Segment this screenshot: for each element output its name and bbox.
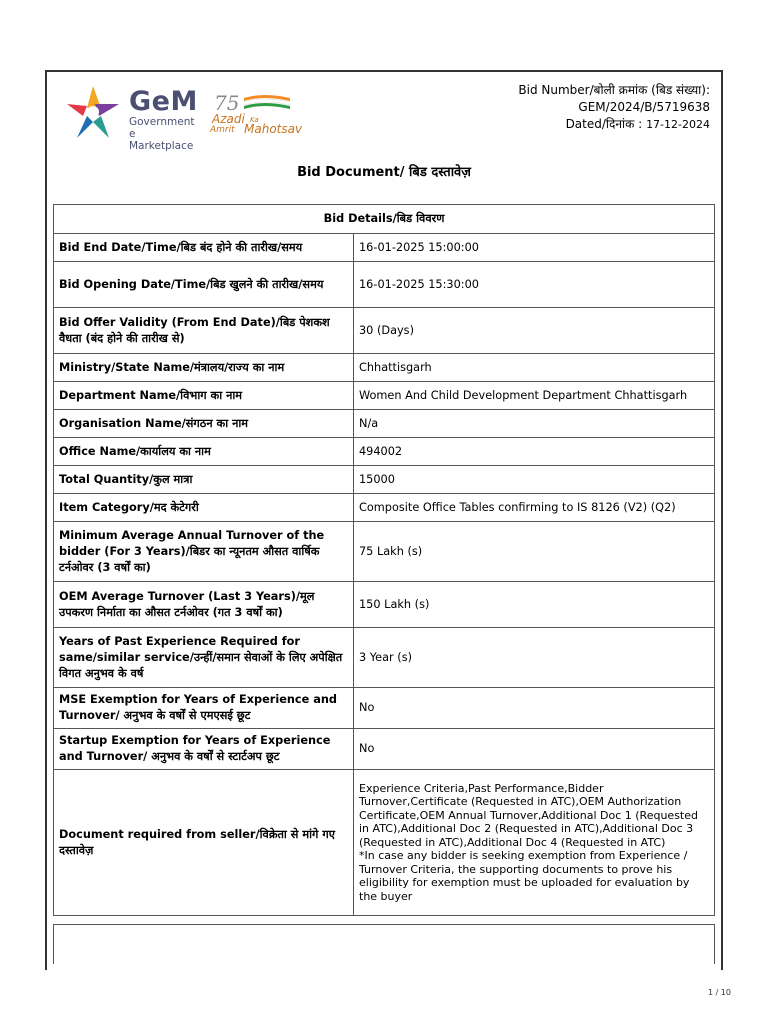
row-label: Ministry/State Name/मंत्रालय/राज्य का नाम (54, 354, 354, 382)
bid-number-label: Bid Number/बोली क्रमांक (बिड संख्या): (518, 83, 710, 97)
table-row (54, 354, 715, 382)
azadi-75-text: 75 (214, 91, 240, 114)
table-row (54, 234, 715, 262)
page-number: 1 / 10 (707, 988, 731, 997)
table-row (54, 522, 715, 582)
row-label: Total Quantity/कुल मात्रा (54, 466, 354, 494)
gem-brand-text: GeM (129, 86, 198, 117)
row-value: No (354, 688, 715, 729)
table-heading-row (54, 205, 715, 234)
table-row (54, 466, 715, 494)
row-label: Startup Exemption for Years of Experience and Turnover/ अनुभव के वर्षों से स्टार्टअप छूट (54, 729, 354, 770)
row-value: 15000 (354, 466, 715, 494)
row-label: Document required from seller/विक्रेता से मांगे गए दस्तावेज़ (54, 770, 354, 916)
azadi-logo (210, 90, 305, 140)
table-heading: Bid Details/बिड विवरण (54, 205, 715, 234)
row-value: No (354, 729, 715, 770)
gem-brand-line1: Government (129, 116, 195, 128)
table-row (54, 382, 715, 410)
azadi-amrit-text: Amrit (210, 125, 235, 135)
row-value: Composite Office Tables confirming to IS 8126 (V2) (Q2) (354, 494, 715, 522)
table-row (54, 410, 715, 438)
table-row (54, 729, 715, 770)
gem-star-logo-icon (63, 82, 123, 142)
row-label: Bid Opening Date/Time/बिड खुलने की तारीख/समय (54, 262, 354, 308)
table-row (54, 688, 715, 729)
table-row (54, 308, 715, 354)
row-label: Department Name/विभाग का नाम (54, 382, 354, 410)
bid-dated (518, 116, 710, 133)
table-row (54, 262, 715, 308)
row-value: 16-01-2025 15:30:00 (354, 262, 715, 308)
bid-details-table (53, 204, 715, 916)
table-row (54, 438, 715, 466)
row-label: Item Category/मद केटेगरी (54, 494, 354, 522)
row-value: 3 Year (s) (354, 628, 715, 688)
azadi-mahotsav-text: Mahotsav (244, 122, 303, 136)
table-row (54, 582, 715, 628)
bid-number: GEM/2024/B/5719638 (578, 100, 710, 114)
table-row (54, 770, 715, 916)
table-row (54, 628, 715, 688)
table-row (54, 494, 715, 522)
row-label: Bid Offer Validity (From End Date)/बिड पेशकश वैधता (बंद होने की तारीख से) (54, 308, 354, 354)
row-value: 150 Lakh (s) (354, 582, 715, 628)
row-value: 494002 (354, 438, 715, 466)
row-label: Minimum Average Annual Turnover of the bidder (For 3 Years)/बिडर का न्यूनतम औसत वार्षिक टर्नओवर (3 वर्षों का) (54, 522, 354, 582)
bid-dated-value: 17-12-2024 (646, 118, 710, 131)
row-label: OEM Average Turnover (Last 3 Years)/मूल उपकरण निर्माता का औसत टर्नओवर (गत 3 वर्षों का) (54, 582, 354, 628)
row-value: 30 (Days) (354, 308, 715, 354)
bid-meta (518, 82, 710, 133)
row-label: MSE Exemption for Years of Experience and Turnover/ अनुभव के वर्षों से एमएसई छूट (54, 688, 354, 729)
table-continuation-row (53, 924, 715, 964)
row-value: Women And Child Development Department Chhattisgarh (354, 382, 715, 410)
row-value: Experience Criteria,Past Performance,Bidder Turnover,Certificate (Requested in ATC),OEM Authorization Certificate,OEM Annual Turnover,Additional Doc 1 (Requested in ATC),Additional Doc 2 (Requested in ATC),Additional Doc 3 (Requested in ATC),Additional Doc 4 (Requested in ATC) *In case any bidder is seeking exemption from Experience / Turnover Criteria, the supporting documents to prove his eligibility for exemption must be uploaded for evaluation by the buyer (354, 770, 715, 916)
row-label: Office Name/कार्यालय का नाम (54, 438, 354, 466)
gem-brand-line2: e Marketplace (129, 128, 194, 152)
row-value: 75 Lakh (s) (354, 522, 715, 582)
page-title: Bid Document/ बिड दस्तावेज़ (297, 165, 471, 180)
azadi-text: Azadi (212, 112, 245, 126)
row-value: 16-01-2025 15:00:00 (354, 234, 715, 262)
row-label: Organisation Name/संगठन का नाम (54, 410, 354, 438)
row-label: Years of Past Experience Required for same/similar service/उन्हीं/समान सेवाओं के लिए अपेक्षित विगत अनुभव के वर्ष (54, 628, 354, 688)
row-label: Bid End Date/Time/बिड बंद होने की तारीख/समय (54, 234, 354, 262)
bid-dated-label: Dated/दिनांक : (565, 117, 643, 131)
gem-logo (63, 82, 203, 152)
row-value: Chhattisgarh (354, 354, 715, 382)
azadi-ka-text: Ka (250, 116, 259, 124)
azadi-ka-amrit-mahotsav-logo-icon (210, 90, 300, 114)
row-value: N/a (354, 410, 715, 438)
